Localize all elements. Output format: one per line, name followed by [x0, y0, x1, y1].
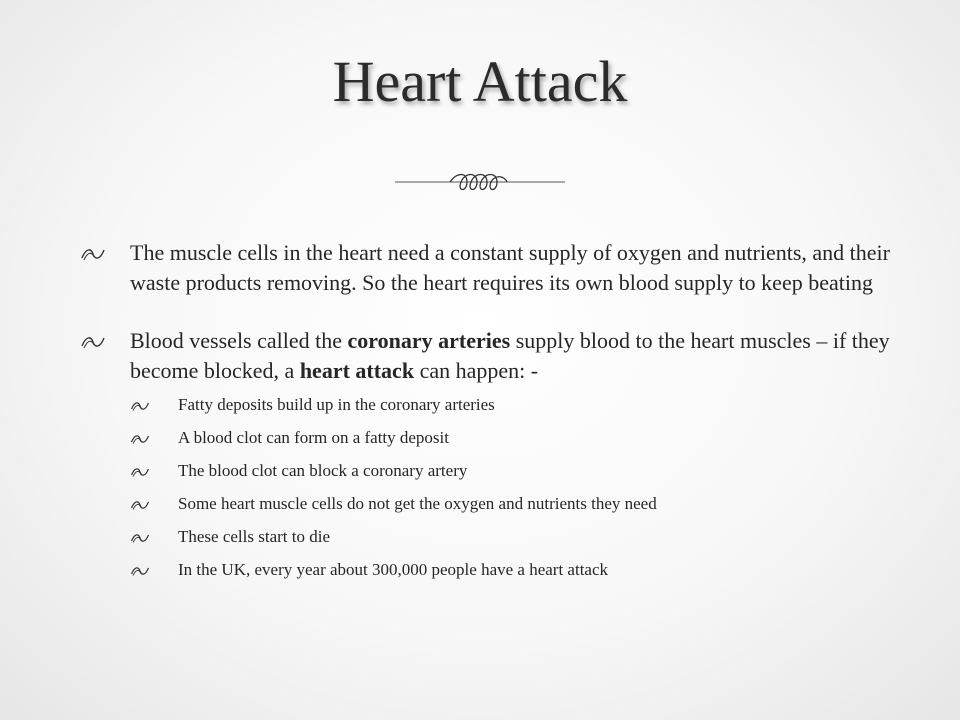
- scroll-bullet-icon: [130, 531, 150, 545]
- sub-bullet-item: [80, 394, 900, 416]
- term-coronary-arteries: coronary arteries: [347, 328, 511, 353]
- sub-bullet-text: Fatty deposits build up in the coronary arteries: [178, 395, 495, 414]
- bullet-oxygen-supply: [80, 238, 900, 298]
- slide-body: [80, 238, 900, 581]
- sub-bullet-item: [80, 427, 900, 449]
- slide-title: Heart Attack: [332, 49, 628, 114]
- sub-bullet-text: These cells start to die: [178, 527, 331, 546]
- sub-bullet-list: [80, 394, 900, 581]
- scroll-bullet-icon: [80, 245, 106, 263]
- sub-bullet-item: [80, 493, 900, 515]
- sub-bullet-item: [80, 559, 900, 581]
- bullet-coronary-arteries: [80, 326, 900, 386]
- scroll-bullet-icon: [130, 465, 150, 479]
- bullet-text-part: can happen: -: [414, 358, 539, 383]
- bullet-text: The muscle cells in the heart need a constant supply of oxygen and nutrients, and their waste products removing. So the heart requires its own blood supply to keep beating: [130, 240, 890, 295]
- sub-bullet-text: A blood clot can form on a fatty deposit: [178, 428, 449, 447]
- sub-bullet-text: The blood clot can block a coronary artery: [178, 461, 468, 480]
- scroll-bullet-icon: [130, 564, 150, 578]
- scroll-bullet-icon: [80, 333, 106, 351]
- scroll-bullet-icon: [130, 399, 150, 413]
- flourish-divider-icon: [395, 168, 565, 196]
- sub-bullet-text: Some heart muscle cells do not get the oxygen and nutrients they need: [178, 494, 657, 513]
- bullet-text-part: Blood vessels called the: [130, 328, 348, 353]
- scroll-bullet-icon: [130, 498, 150, 512]
- scroll-bullet-icon: [130, 432, 150, 446]
- term-heart-attack: heart attack: [299, 358, 415, 383]
- bullet-text-part: supply blood to the heart muscles – if they become blocked, a: [130, 328, 890, 383]
- sub-bullet-text: In the UK, every year about 300,000 people have a heart attack: [178, 560, 609, 579]
- sub-bullet-item: [80, 460, 900, 482]
- sub-bullet-item: [80, 526, 900, 548]
